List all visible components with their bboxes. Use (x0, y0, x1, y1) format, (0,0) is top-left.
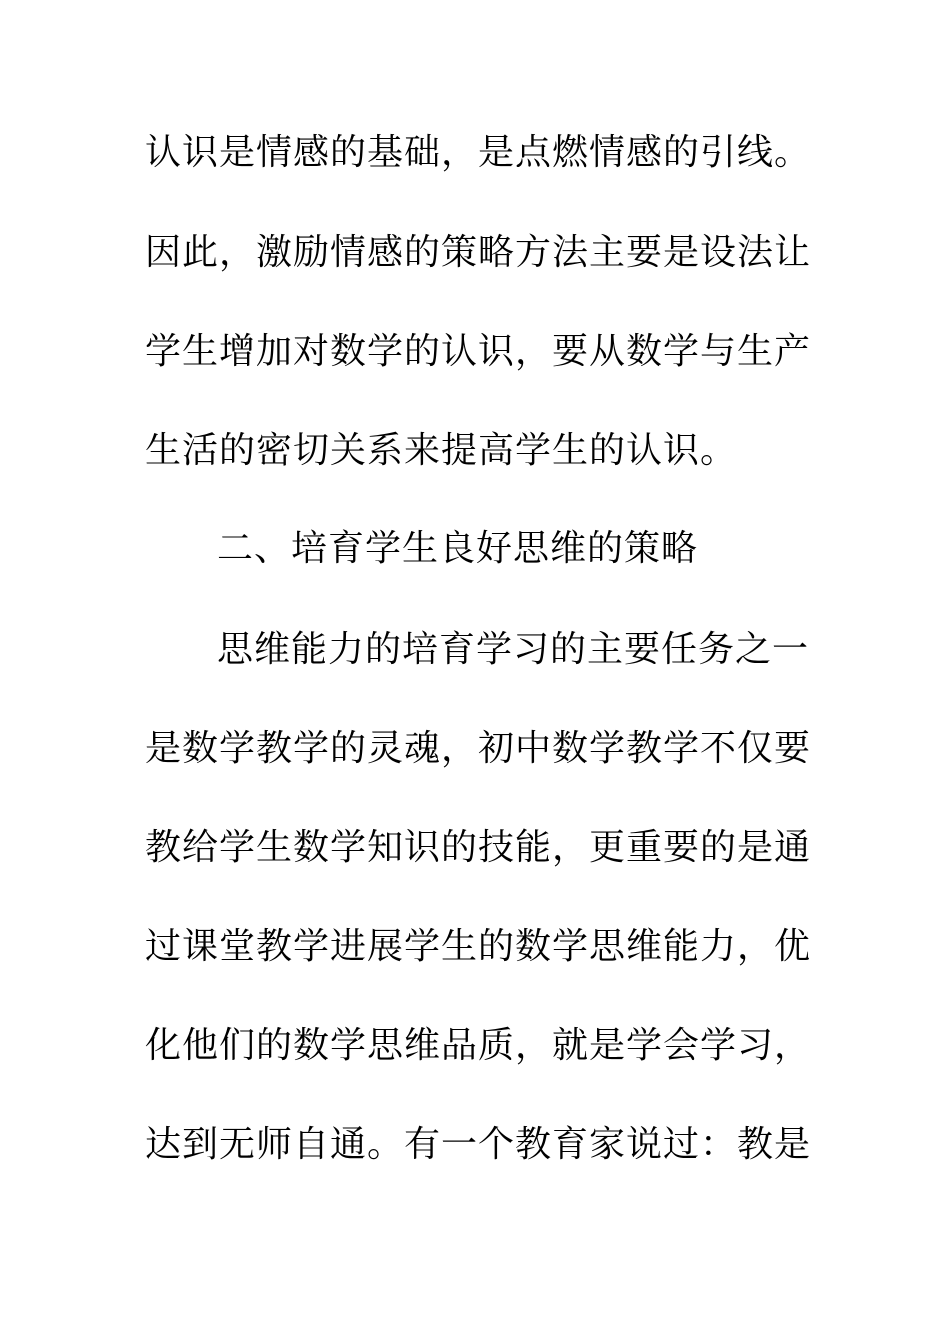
paragraph-line: 认识是情感的基础，是点燃情感的引线。 (145, 132, 812, 173)
section-heading: 二、培育学生良好思维的策略 (217, 528, 699, 569)
paragraph-line: 教给学生数学知识的技能，更重要的是通 (145, 827, 812, 868)
paragraph-line: 化他们的数学思维品质，就是学会学习， (145, 1025, 812, 1066)
paragraph-line: 是数学教学的灵魂，初中数学教学不仅要 (145, 728, 812, 769)
paragraph-line: 学生增加对数学的认识，要从数学与生产 (145, 331, 812, 372)
paragraph-line: 生活的密切关系来提高学生的认识。 (145, 430, 738, 471)
paragraph-line: 达到无师自通。有一个教育家说过：教是 (145, 1124, 812, 1165)
paragraph-line: 因此，激励情感的策略方法主要是设法让 (145, 232, 812, 273)
paragraph-line: 过课堂教学进展学生的数学思维能力，优 (145, 926, 812, 967)
paragraph-line: 思维能力的培育学习的主要任务之一 (217, 629, 810, 670)
